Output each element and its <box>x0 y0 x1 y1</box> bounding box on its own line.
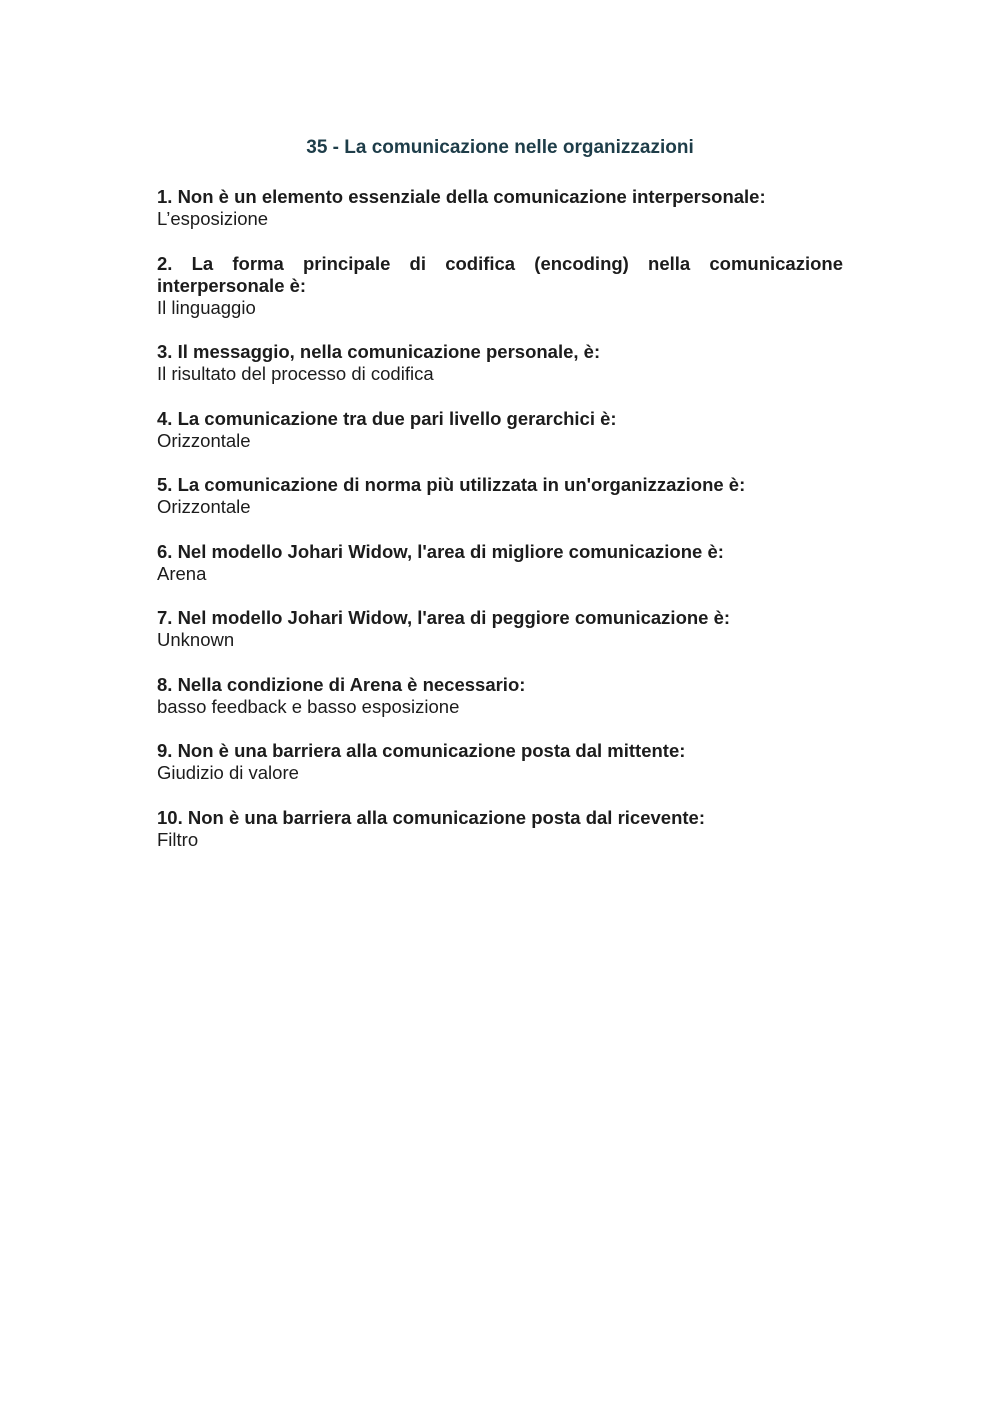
question-text: 6. Nel modello Johari Widow, l'area di migliore comunicazione è: <box>157 540 724 562</box>
question-item-6 <box>157 541 843 585</box>
answer-text: Unknown <box>157 629 235 650</box>
question-item-10 <box>157 807 843 851</box>
question-text: 4. La comunicazione tra due pari livello gerarchici è: <box>157 407 617 429</box>
question-text: 10. Non è una barriera alla comunicazione posta dal ricevente: <box>157 806 705 828</box>
question-text: 8. Nella condizione di Arena è necessario: <box>157 673 526 695</box>
answer-text: Il linguaggio <box>157 296 256 318</box>
answer-text: basso feedback e basso esposizione <box>157 695 460 717</box>
page-title: 35 - La comunicazione nelle organizzazioni <box>306 137 694 158</box>
answer-text: Arena <box>157 562 207 584</box>
question-item-2 <box>157 253 843 319</box>
question-item-9 <box>157 740 843 784</box>
answer-text: Il risultato del processo di codifica <box>157 363 434 384</box>
question-item-8 <box>157 674 843 718</box>
question-item-5 <box>157 474 843 518</box>
question-list <box>157 186 843 873</box>
answer-text: Giudizio di valore <box>157 762 299 783</box>
answer-text: L’esposizione <box>157 208 269 229</box>
question-text: 3. Il messaggio, nella comunicazione personale, è: <box>157 341 601 362</box>
question-text: 1. Non è un elemento essenziale della comunicazione interpersonale: <box>157 186 766 207</box>
answer-text: Filtro <box>157 828 199 850</box>
question-text: 2. La forma principale di codifica (encoding) nella comunicazione interpersonale è: <box>157 252 843 296</box>
question-item-3 <box>157 341 843 385</box>
question-item-7 <box>157 607 843 651</box>
question-text: 7. Nel modello Johari Widow, l'area di peggiore comunicazione è: <box>157 607 731 628</box>
answer-text: Orizzontale <box>157 496 251 517</box>
answer-text: Orizzontale <box>157 429 251 451</box>
question-text: 9. Non è una barriera alla comunicazione posta dal mittente: <box>157 740 686 761</box>
question-item-4 <box>157 408 843 452</box>
question-item-1 <box>157 186 843 230</box>
question-text: 5. La comunicazione di norma più utilizzata in un'organizzazione è: <box>157 474 746 495</box>
